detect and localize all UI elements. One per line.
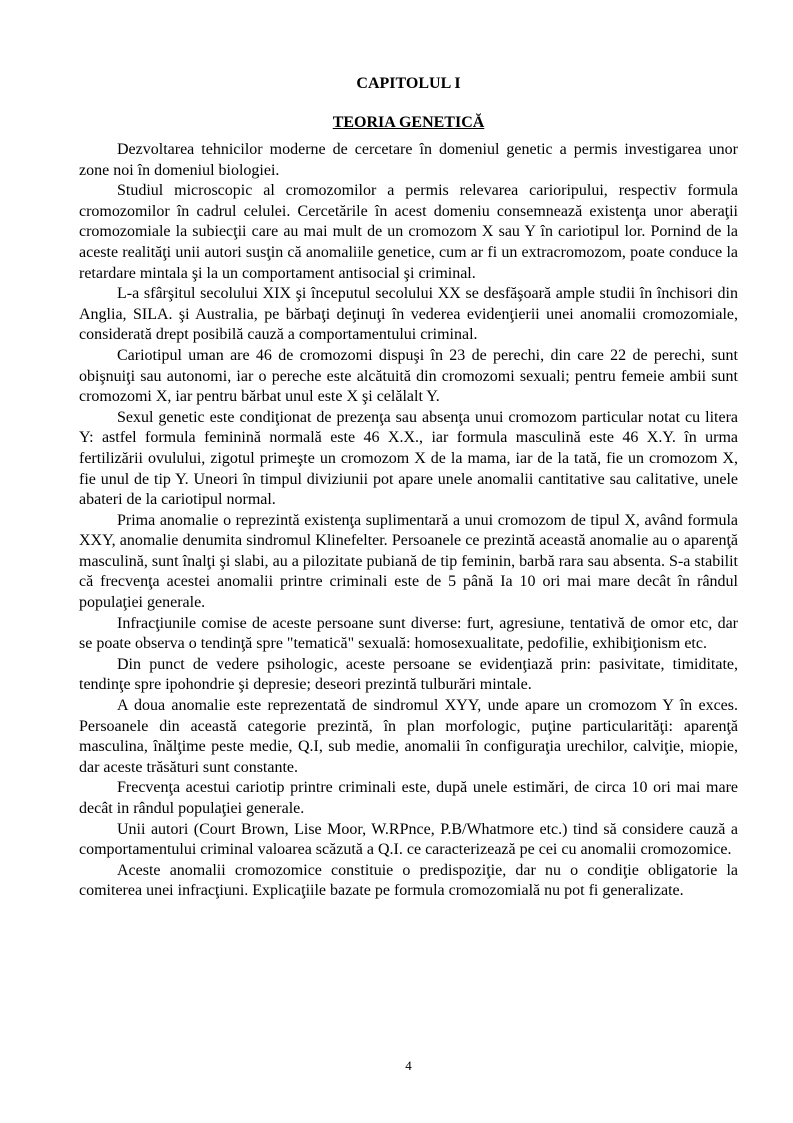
paragraph: A doua anomalie este reprezentată de sindromul XYY, unde apare un cromozom Y în exces. Persoanele din această categorie prezintă, în plan morfologic, puţine particularităţi: aparenţă masculina, înălţime peste medie, Q.I, sub medie, anomalii în configuraţia urechilor, calviţie, miopie, dar aceste trăsături sunt constante. bbox=[79, 697, 738, 776]
paragraph: Din punct de vedere psihologic, aceste persoane se evidenţiază prin: pasivitate, timiditate, tendinţe spre ipohondrie şi depresie; deseori prezintă tulburări mintale. bbox=[79, 655, 738, 694]
section-title: TEORIA GENETICĂ bbox=[332, 114, 485, 131]
paragraph: Prima anomalie o reprezintă existenţa suplimentară a unui cromozom de tipul X, având formula XXY, anomalie denumita sindromul Klinefelter. Persoanele ce prezintă această anomalie au o aparenţă masculină, sunt înalţi şi slabi, au a pilozitate pubiană de tip feminin, barbă rara sau absenta. S-a stabilit că frecvenţa acestei anomalii printre criminali este de 5 până Ia 10 ori mai mare decât în rândul populaţiei generale. bbox=[79, 511, 738, 612]
body-text bbox=[79, 140, 738, 902]
chapter-heading: CAPITOLUL I bbox=[356, 75, 461, 92]
paragraph: Aceste anomalii cromozomice constituie o predispoziţie, dar nu o condiţie obligatorie la comiterea unei infracţiuni. Explicaţiile bazate pe formula cromozomială nu pot fi generalizate. bbox=[79, 861, 738, 900]
paragraph: Unii autori (Court Brown, Lise Moor, W.RPnce, P.B/Whatmore etc.) tind să considere cauză a comportamentului criminal valoarea scăzută a Q.I. ce caracterizează pe cei cu anomalii cromozomice. bbox=[79, 820, 738, 859]
paragraph: Infracţiunile comise de aceste persoane sunt diverse: furt, agresiune, tentativă de omor etc, dar se poate observa o tendinţă spre "tematică" sexuală: homosexualitate, pedofilie, exhibiţionism etc. bbox=[79, 614, 738, 653]
page-number: 4 bbox=[405, 1058, 412, 1073]
paragraph: Studiul microscopic al cromozomilor a permis relevarea carioripului, respectiv formula cromozomilor în cadrul celulei. Cercetările în acest domeniu consemnează existenţa unor aberaţii cromozomiale la subiecţii care au mai mult de un cromozom X sau Y în cariotipul lor. Pornind de la aceste realităţi unii autori susţin că anomaliile genetice, cum ar fi un extracromozom, poate conduce la retardare mintala şi la un comportament antisocial şi criminal. bbox=[79, 182, 738, 282]
document-page bbox=[79, 0, 738, 1123]
paragraph: Dezvoltarea tehnicilor moderne de cercetare în domeniul genetic a permis investigarea unor zone noi în domeniul biologiei. bbox=[79, 141, 738, 179]
paragraph: L-a sfârşitul secolului XIX şi începutul secolului XX se desfăşoară ample studii în închisori din Anglia, SILA. şi Australia, pe bărbaţi deţinuţi în vederea evidenţierii unei anomalii cromozomiale, considerată drept posibilă cauză a comportamentului criminal. bbox=[79, 285, 738, 344]
paragraph: Frecvenţa acestui cariotip printre criminali este, după unele estimări, de circa 10 ori mai mare decât in rândul populaţiei generale. bbox=[79, 779, 738, 817]
paragraph: Cariotipul uman are 46 de cromozomi dispuşi în 23 de perechi, din care 22 de perechi, sunt obişnuiţi sau autonomi, iar o pereche este alcătuită din cromozomi sexuali; pentru femeie ambii sunt cromozomi X, iar pentru bărbat unul este X şi celălalt Y. bbox=[79, 346, 738, 406]
paragraph: Sexul genetic este condiţionat de prezenţa sau absenţa unui cromozom particular notat cu litera Y: astfel formula feminină normală este 46 X.X., iar formula masculină este 46 X.Y. în urma fertilizării ovulului, zigotul primeşte un cromozom X de la mama, iar de la tată, fie un cromozom X, fie unul de tip Y. Uneori în timpul diviziunii pot apare unele anomalii cantitative sau calitative, unele abateri de la cariotipul normal. bbox=[79, 408, 738, 509]
